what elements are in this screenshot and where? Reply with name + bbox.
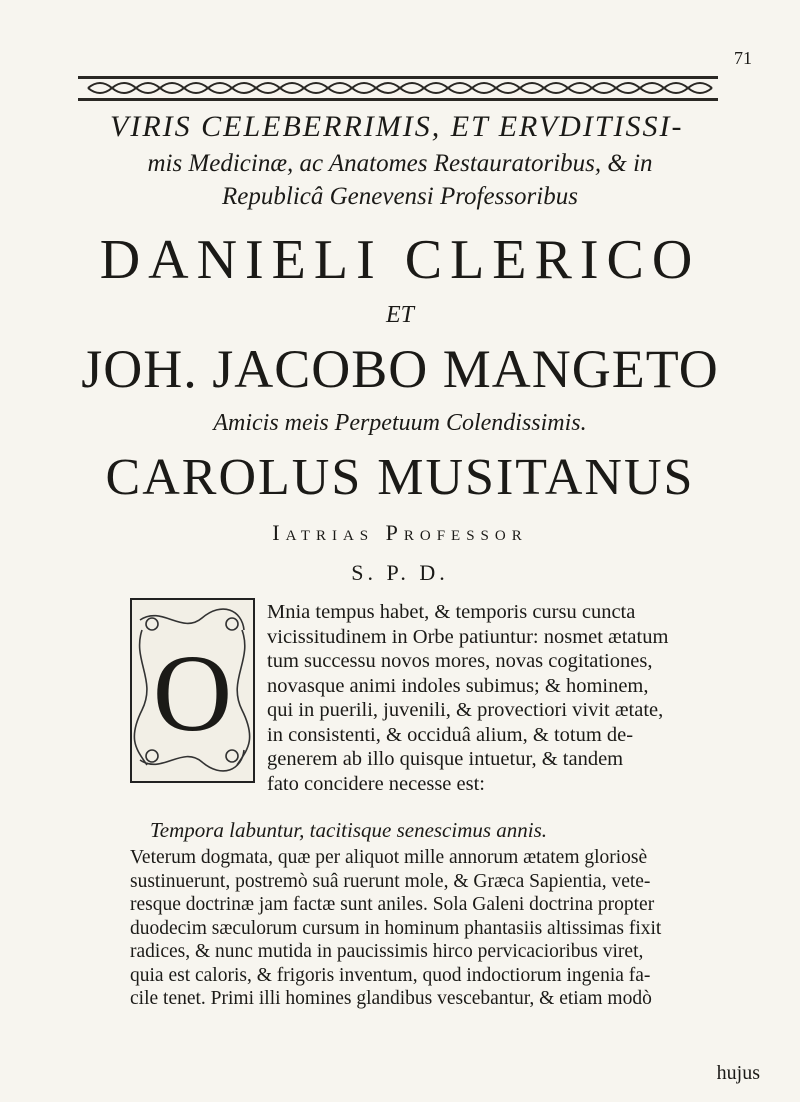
text-line: fato concidere necesse est:	[267, 772, 485, 795]
intro-paragraph	[267, 600, 767, 796]
text-line: in consistenti, & occiduâ alium, & totum de-	[267, 723, 634, 746]
dedicatory-heading-line-2: mis Medicinæ, ac Anatomes Restauratoribus, & in	[147, 150, 653, 177]
text-line: novasque animi indoles subimus; & hominem,	[267, 674, 649, 697]
text-line: qui in puerili, juvenili, & provectiori vivit ætate,	[267, 699, 664, 721]
dedicatory-heading-line-3: Republicâ Genevensi Professoribus	[222, 183, 578, 210]
text-line: Mnia tempus habet, & temporis cursu cuncta	[267, 601, 636, 623]
author-role: Iatrias Professor	[272, 520, 528, 545]
text-line: tum successu novos mores, novas cogitationes,	[267, 650, 653, 672]
text-line: sustinuerunt, postremò suâ ruerunt mole, & Græca Sapientia, vete-	[130, 870, 651, 892]
verse-quote: Tempora labuntur, tacitisque senescimus annis.	[150, 818, 548, 842]
dedicatory-heading-line-1: VIRIS CELEBERRIMIS, ET ERVDITISSI-	[110, 110, 684, 143]
catchword: hujus	[716, 1062, 760, 1084]
text-line: cile tenet. Primi illi homines glandibus vescebantur, & etiam modò	[130, 988, 652, 1009]
decorated-initial	[130, 598, 255, 783]
page-number: 71	[734, 48, 752, 68]
recipient-conjunction: ET	[385, 302, 414, 328]
text-line: radices, & nunc mutida in paucissimis hirco pervicacioribus viret,	[130, 941, 644, 962]
text-line: duodecim sæculorum cursum in hominum phantasiis altissimas fixit	[130, 917, 662, 939]
text-line: quia est caloris, & frigoris inventum, quod indoctiorum ingenia fa-	[130, 964, 651, 986]
initial-letter: O	[152, 632, 233, 754]
ornament-band	[78, 70, 718, 106]
text-line: generem ab illo quisque intuetur, & tandem	[267, 748, 624, 770]
recipient-name-second: JOH. JACOBO MANGETO	[81, 339, 719, 399]
body-paragraph	[130, 846, 770, 1011]
salutation: S. P. D.	[351, 560, 449, 585]
text-line: Veterum dogmata, quæ per aliquot mille annorum ætatem gloriosè	[130, 847, 648, 868]
text-line: vicissitudinem in Orbe patiuntur: nosmet ætatum	[267, 625, 669, 648]
recipient-name-first: DANIELI CLERICO	[99, 229, 701, 291]
dedication-line: Amicis meis Perpetuum Colendissimis.	[213, 410, 587, 436]
text-line: resque doctrinæ jam factæ sunt aniles. Sola Galeni doctrina propter	[130, 894, 655, 915]
author-name: CAROLUS MUSITANUS	[105, 449, 695, 506]
